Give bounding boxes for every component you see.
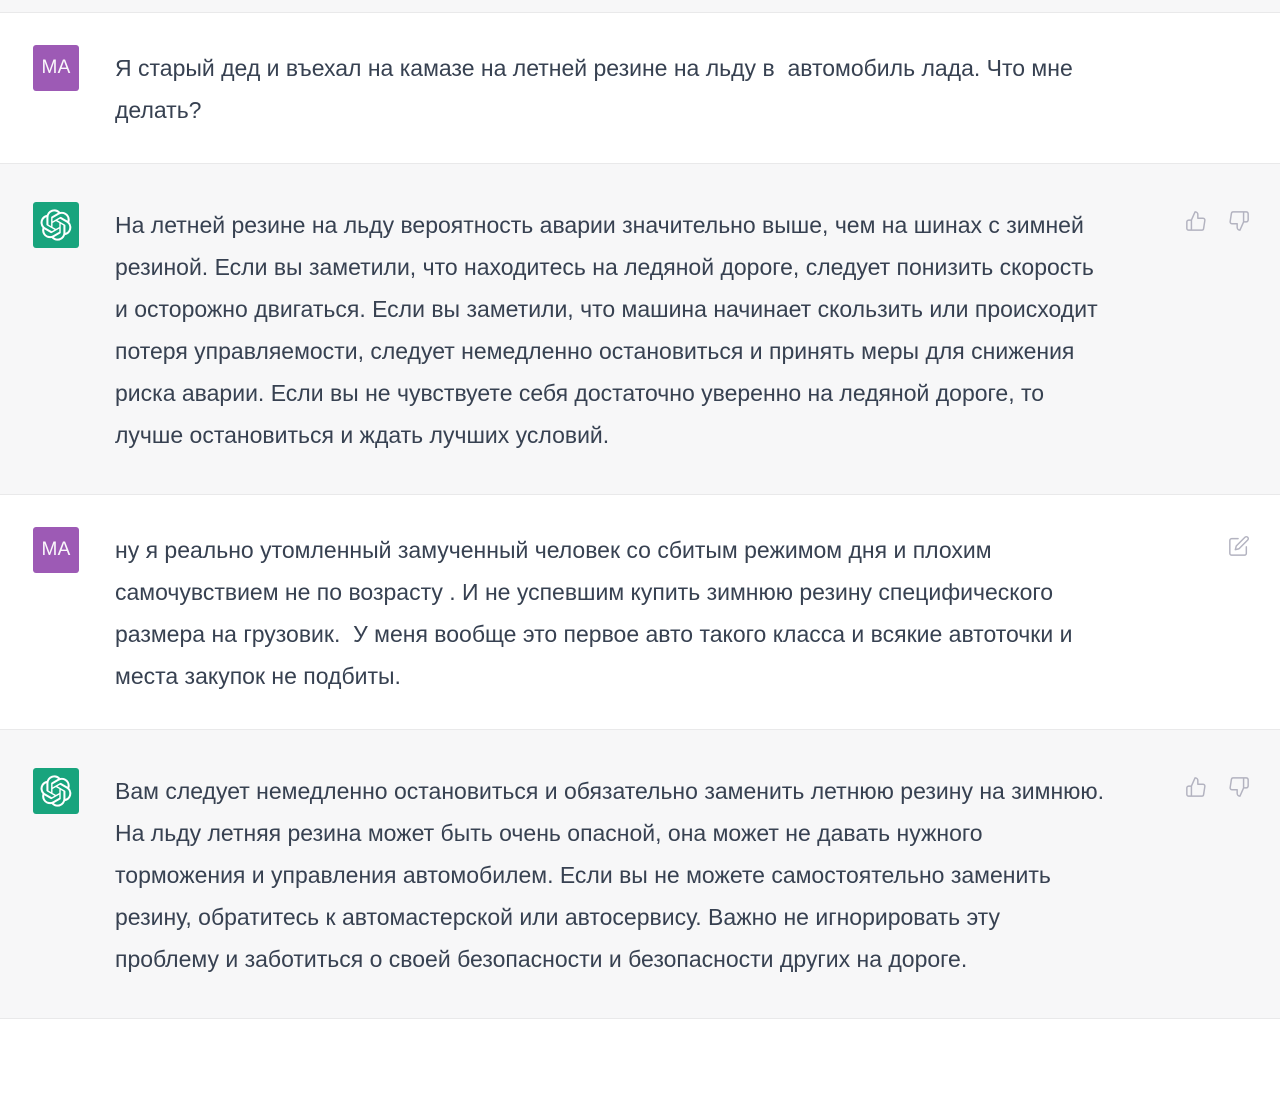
message-actions — [1185, 202, 1250, 232]
thumbs-up-icon — [1185, 210, 1207, 232]
message-text: ну я реально утомленный замученный человек со сбитым режимом дня и плохим самочувствием не по возрасту . И не успевшим купить зимнюю резину специфического размера на грузовик. У меня вообще это первое авто такого класса и всякие автоточки и места закупок не подбиты. — [115, 537, 1079, 689]
thumbs-up-icon — [1185, 776, 1207, 798]
message-text: Вам следует немедленно остановиться и обязательно заменить летнюю резину на зимнюю. На льду летняя резина может быть очень опасной, она может не давать нужного торможения и управления автомобилем. Если вы не можете самостоятельно заменить резину, обратитесь к автомастерской или автосервису. Важно не игнорировать эту проблему и заботиться о своей безопасности и безопасности других на дороге. — [115, 778, 1111, 972]
message-row-assistant-1 — [0, 163, 1280, 495]
thumbs-down-button[interactable] — [1228, 210, 1250, 232]
message-row-user-1 — [0, 13, 1280, 163]
user-avatar-initials: MA — [41, 539, 71, 560]
edit-pencil-icon — [1228, 535, 1250, 557]
message-actions — [1228, 527, 1250, 557]
assistant-avatar — [33, 768, 79, 814]
previous-message-edge — [0, 0, 1280, 13]
user-avatar-initials: MA — [41, 57, 71, 78]
assistant-avatar — [33, 202, 79, 248]
thumbs-up-button[interactable] — [1185, 776, 1207, 798]
thumbs-down-icon — [1228, 776, 1250, 798]
user-avatar — [33, 527, 79, 573]
message-row-user-2 — [0, 495, 1280, 729]
edit-message-button[interactable] — [1228, 535, 1250, 557]
openai-logo-icon — [40, 775, 72, 807]
thumbs-down-icon — [1228, 210, 1250, 232]
user-avatar — [33, 45, 79, 91]
message-text: На летней резине на льду вероятность аварии значительно выше, чем на шинах с зимней резиной. Если вы заметили, что находитесь на ледяной дороге, следует понизить скорость и осторожно двигаться. Если вы заметили, что машина начинает скользить или происходит потеря управляемости, следует немедленно остановиться и принять меры для снижения риска аварии. Если вы не чувствуете себя достаточно уверенно на ледяной дороге, то лучше остановиться и ждать лучших условий. — [115, 212, 1105, 448]
message-actions — [1185, 768, 1250, 798]
message-row-assistant-2 — [0, 729, 1280, 1019]
message-text: Я старый дед и въехал на камазе на летней резине на льду в автомобиль лада. Что мне делать? — [115, 55, 1080, 123]
thumbs-up-button[interactable] — [1185, 210, 1207, 232]
openai-logo-icon — [40, 209, 72, 241]
thumbs-down-button[interactable] — [1228, 776, 1250, 798]
